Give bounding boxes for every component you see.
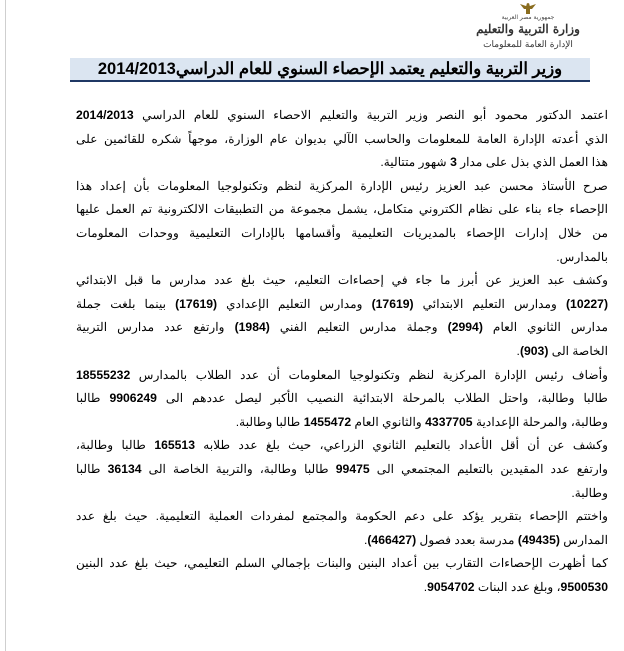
paragraph (76, 552, 608, 599)
paragraph (76, 434, 608, 505)
article-body (76, 104, 608, 599)
text-line: طالبا وطالبة، واحتل الطلاب بالمرحلة الابتدائية النصيب الأكبر ليصل عددهم الى 9906249 طالبا (76, 391, 608, 406)
text-line: وكشف عبد العزيز عن أبرز ما جاء في إحصاءات التعليم، حيث بلغ عدد مدارس ما قبل الابتدائي (76, 273, 608, 288)
text-line: بالمدارس. (556, 249, 608, 264)
text-line: (10227) ومدارس التعليم الابتدائي (17619) ومدارس التعليم الإعدادي (17619) بينما بلغت جملة (76, 296, 608, 311)
paragraph (76, 104, 608, 175)
text-line: المدارس (49435) مدرسة بعدد فصول (466427). (363, 532, 608, 547)
paragraph (76, 505, 608, 552)
text-line: مدارس الثانوي العام (2994) وجملة مدارس التعليم الفني (1984) وارتفع عدد مدارس التربية (76, 320, 608, 335)
page-edge-divider (5, 0, 6, 651)
ministry-logo (472, 2, 584, 56)
text-line: الإحصاء جاء بناء على نظام الكتروني متكامل، يشمل مجموعة من التطبيقات الالكترونية تم العمل عليها (76, 202, 608, 217)
text-line: وارتفع عدد المقيدين بالتعليم المجتمعي الى 99475 طالبا وطالبة، والتربية الخاصة الى 36134 طالبا (76, 461, 608, 476)
text-line: واختتم الإحصاء بتقرير يؤكد على دعم الحكومة والمجتمع لمفردات العملية التعليمية. حيث بلغ عدد (76, 509, 608, 524)
text-line: 9500530، وبلغ عدد البنات 9054702. (423, 579, 608, 594)
text-line: وطالبة، والمرحلة الإعدادية 4337705 والثانوي العام 1455472 طالبا وطالبة. (235, 414, 608, 429)
paragraph (76, 364, 608, 435)
text-line: الذي أعدته الإدارة العامة للمعلومات والحاسب الآلي بديوان عام الوزارة، موجهاً شكره للقائمين على (76, 131, 608, 146)
text-line: صرح الأستاذ محسن عبد العزيز رئيس الإدارة المركزية لنظم وتكنولوجيا المعلومات بأن إعداد هذا (76, 178, 608, 193)
text-line: وطالبة. (571, 485, 608, 500)
text-line: وكشف عن أن أقل الأعداد بالتعليم الثانوي الزراعي، حيث بلغ عدد طلابه 165513 طالبا وطالبة، (76, 438, 608, 453)
text-line: هذا العمل الذي بذل على مدار 3 شهور متتالية. (380, 155, 608, 170)
text-line: كما أظهرت الإحصاءات التقارب بين أعداد البنين والبنات بإجمالي السلم التعليمي، حيث بلغ عدد البنين (76, 556, 608, 571)
text-line: اعتمد الدكتور محمود أبو النصر وزير التربية والتعليم الاحصاء السنوي للعام الدراسي 2014/2013 (76, 108, 608, 122)
text-line: من خلال إدارات الإحصاء بالمديريات التعليمية وأقسامها بالإدارات التعليمية ووحدات المعلومات (76, 225, 608, 240)
logo-country-line: جمهورية مصر العربية (501, 14, 555, 21)
article-title: وزير التربية والتعليم يعتمد الإحصاء السنوي للعام الدراسي2014/2013 (70, 58, 590, 82)
text-line: الخاصة الى (903). (516, 343, 608, 358)
text-line: وأضاف رئيس الإدارة المركزية لنظم وتكنولوجيا المعلومات أن عدد الطلاب بالمدارس 18555232 (76, 367, 608, 382)
paragraph (76, 269, 608, 363)
paragraph (76, 175, 608, 269)
logo-ministry-name: وزارة التربية والتعليم (476, 22, 580, 36)
logo-department-name: الإدارة العامة للمعلومات (483, 40, 573, 50)
